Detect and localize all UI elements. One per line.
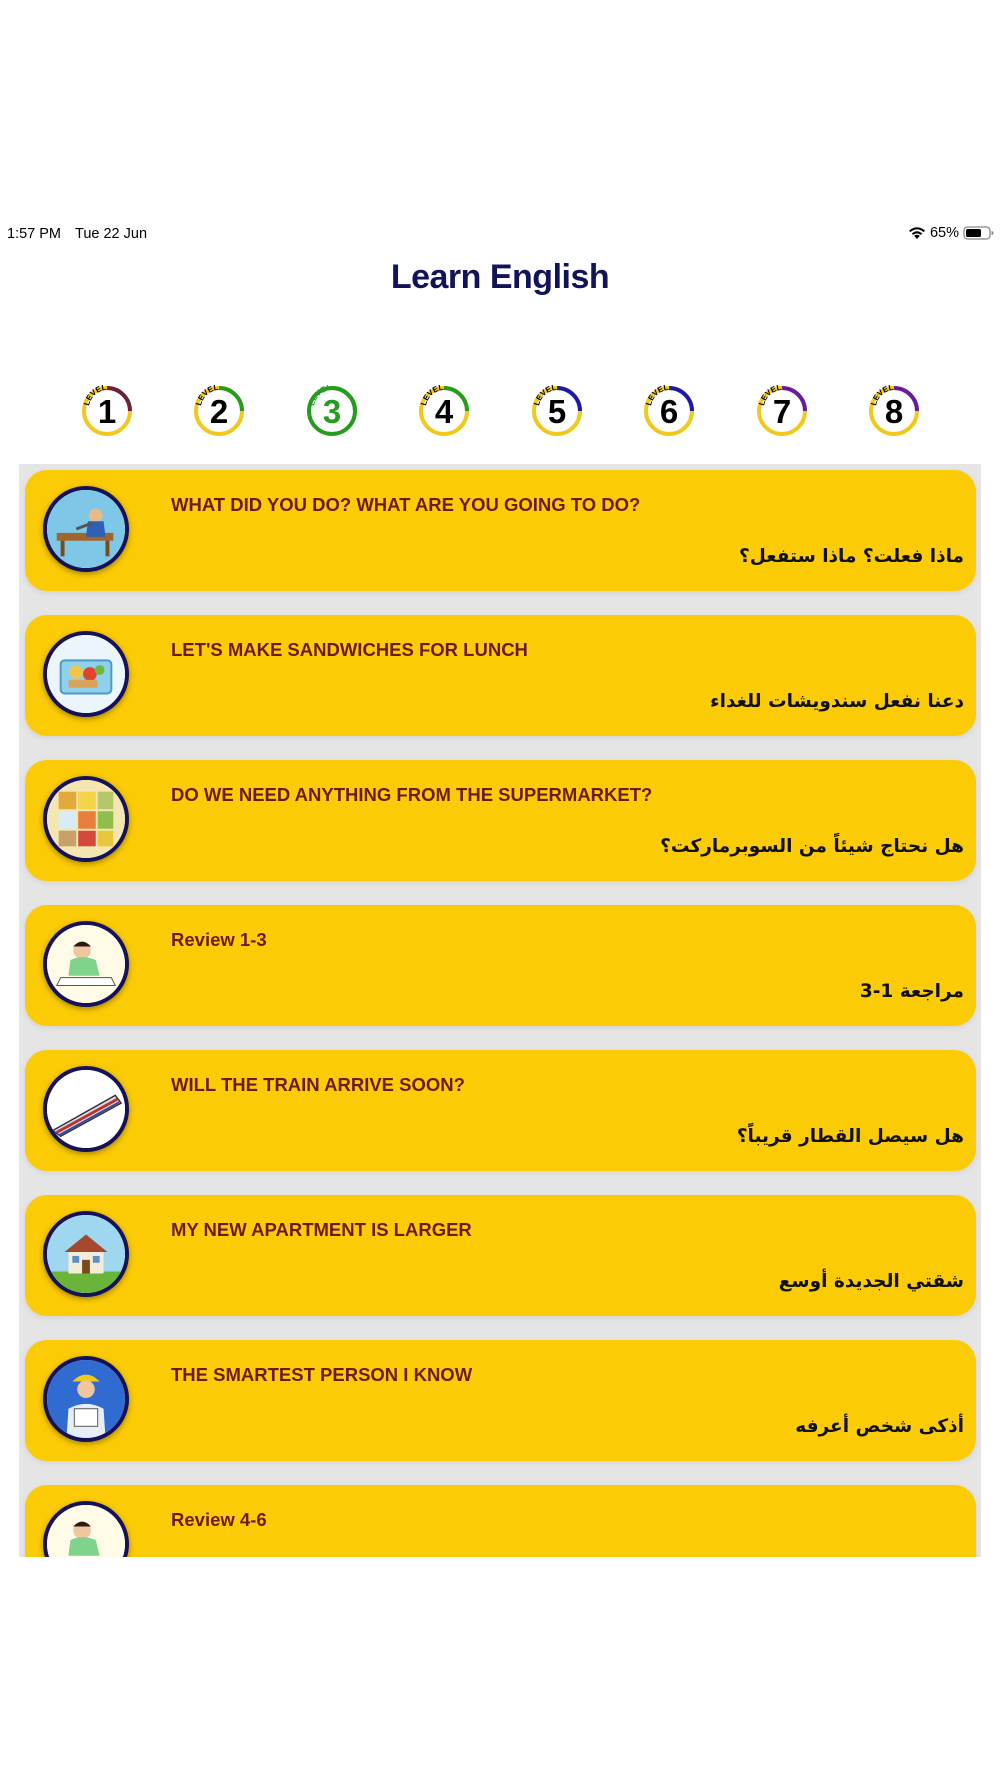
level-number: 5 bbox=[547, 393, 567, 430]
lesson-title-ar: أذكى شخص أعرفه bbox=[795, 1416, 964, 1437]
level-word: LEVEL bbox=[82, 384, 108, 407]
battery-icon bbox=[963, 225, 995, 241]
level-1-button[interactable] bbox=[80, 384, 134, 438]
carpenter-icon bbox=[43, 486, 129, 572]
level-5-button[interactable] bbox=[530, 384, 584, 438]
level-6-button[interactable] bbox=[642, 384, 696, 438]
level-number: 6 bbox=[659, 393, 679, 430]
lesson-title-ar: هل سيصل القطار قريباً؟ bbox=[736, 1126, 964, 1147]
lesson-title-en: LET'S MAKE SANDWICHES FOR LUNCH bbox=[171, 639, 528, 660]
level-word: LEVEL bbox=[532, 384, 558, 407]
lunchbox-icon bbox=[43, 631, 129, 717]
level-number: 3 bbox=[322, 393, 342, 430]
level-word: LEVEL bbox=[644, 384, 670, 407]
train-icon bbox=[43, 1066, 129, 1152]
lesson-title-en: Review 1-3 bbox=[171, 929, 267, 950]
level-3-button[interactable] bbox=[305, 384, 359, 438]
level-number: 7 bbox=[772, 393, 792, 430]
wifi-icon bbox=[908, 226, 926, 240]
level-8-button[interactable] bbox=[867, 384, 921, 438]
lesson-title-en: THE SMARTEST PERSON I KNOW bbox=[171, 1364, 473, 1385]
lesson-card[interactable] bbox=[25, 905, 976, 1026]
lesson-title-en: WILL THE TRAIN ARRIVE SOON? bbox=[171, 1074, 465, 1095]
student-icon bbox=[43, 1501, 129, 1557]
lesson-title-en: WHAT DID YOU DO? WHAT ARE YOU GOING TO DO? bbox=[171, 494, 641, 515]
lesson-card[interactable] bbox=[25, 1195, 976, 1316]
lesson-card[interactable] bbox=[25, 1340, 976, 1461]
level-word: LEVEL bbox=[869, 384, 895, 407]
level-word: LEVEL bbox=[419, 384, 445, 407]
level-number: 8 bbox=[884, 393, 904, 430]
level-number: 2 bbox=[209, 393, 229, 430]
level-number: 4 bbox=[434, 393, 454, 430]
level-word: LEVEL bbox=[307, 384, 333, 407]
groceries-icon bbox=[43, 776, 129, 862]
lesson-card[interactable] bbox=[25, 1050, 976, 1171]
level-4-button[interactable] bbox=[417, 384, 471, 438]
battery-percent: 65% bbox=[929, 225, 959, 241]
lesson-title-en: DO WE NEED ANYTHING FROM THE SUPERMARKET? bbox=[171, 784, 653, 805]
level-word: LEVEL bbox=[757, 384, 783, 407]
lesson-title-en: Review 4-6 bbox=[171, 1509, 267, 1530]
status-time: 1:57 PM bbox=[7, 226, 61, 242]
lesson-title-ar: مراجعة 1-3 bbox=[859, 981, 964, 1002]
lesson-title-ar: شقتي الجديدة أوسع bbox=[778, 1271, 964, 1292]
level-word: LEVEL bbox=[194, 384, 220, 407]
lesson-title-ar: هل نحتاج شيئاً من السوبرماركت؟ bbox=[660, 836, 964, 857]
level-7-button[interactable] bbox=[755, 384, 809, 438]
house-icon bbox=[43, 1211, 129, 1297]
status-date: Tue 22 Jun bbox=[75, 226, 148, 242]
lesson-title-en: MY NEW APARTMENT IS LARGER bbox=[171, 1219, 472, 1240]
status-indicators bbox=[908, 225, 995, 241]
lesson-title-ar: ماذا فعلت؟ ماذا ستفعل؟ bbox=[739, 546, 964, 567]
lesson-list[interactable] bbox=[19, 464, 981, 1557]
level-selector bbox=[0, 384, 1000, 438]
lesson-card[interactable] bbox=[25, 615, 976, 736]
level-2-button[interactable] bbox=[192, 384, 246, 438]
level-number: 1 bbox=[97, 393, 117, 430]
status-bar bbox=[0, 222, 1000, 248]
page-title: Learn English bbox=[390, 258, 610, 296]
lesson-title-ar: دعنا نفعل سندويشات للغداء bbox=[710, 691, 964, 712]
lesson-card[interactable] bbox=[25, 470, 976, 591]
student-icon bbox=[43, 921, 129, 1007]
engineer-icon bbox=[43, 1356, 129, 1442]
lesson-card[interactable] bbox=[25, 1485, 976, 1557]
lesson-card[interactable] bbox=[25, 760, 976, 881]
